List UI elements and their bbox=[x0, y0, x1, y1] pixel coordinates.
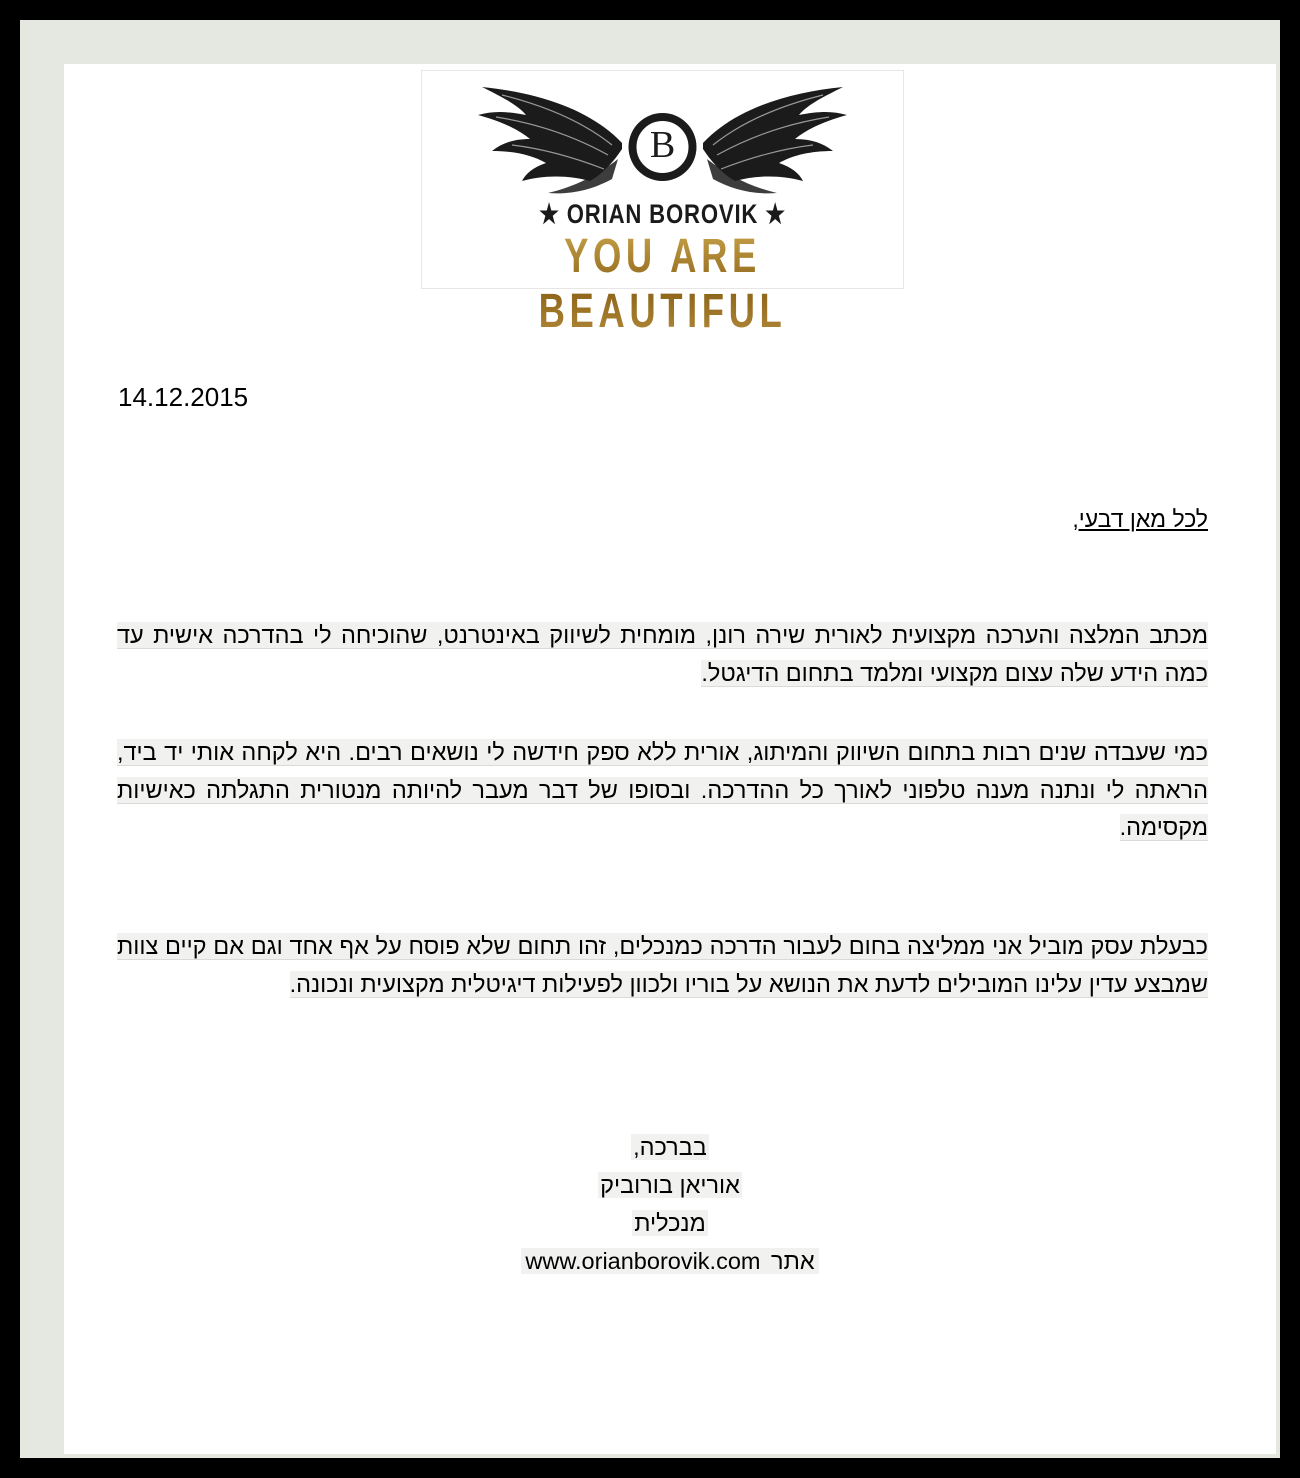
signature-website bbox=[521, 1248, 818, 1274]
website-link[interactable]: www.orianborovik.com bbox=[525, 1248, 761, 1274]
signature-block bbox=[64, 1128, 1276, 1280]
letter-paragraph bbox=[117, 617, 1208, 692]
signature-name: אוריאן בורוביק bbox=[600, 1172, 740, 1198]
logo-initial: B bbox=[649, 124, 676, 166]
brand-logo bbox=[421, 70, 904, 338]
website-label: אתר bbox=[771, 1248, 815, 1274]
logo-brand-name: ★ ORIAN BOROVIK ★ bbox=[539, 199, 786, 229]
letter-salutation: לכל מאן דבעי, bbox=[1072, 506, 1208, 532]
paragraph-text: כמי שעבדה שנים רבות בתחום השיווק והמיתוג, אורית ללא ספק חידשה לי נושאים רבים. היא לקחה אותי יד ביד, הראתה לי ונתנה מענה טלפוני לאורך כל ההדרכה. ובסופו של דבר מעבר להיותה מנטורית התגלתה כאישיות מקסימה. bbox=[117, 739, 1208, 840]
signature-title: מנכלית bbox=[634, 1210, 706, 1236]
paragraph-text: כבעלת עסק מוביל אני ממליצה בחום לעבור הדרכה כמנכלים, זהו תחום שלא פוסח על אף אחד וגם אם קיים צוות שמבצע עדין עלינו המובילים לדעת את הנושא על בוריו ולכוון לפעילות דיגיטלית מקצועית ונכונה. bbox=[117, 933, 1208, 997]
letter-paragraph bbox=[117, 734, 1208, 847]
signature-closing: בברכה, bbox=[633, 1134, 707, 1160]
outer-frame bbox=[20, 20, 1280, 1458]
paragraph-text: מכתב המלצה והערכה מקצועית לאורית שירה רונן, מומחית לשיווק באינטרנט, שהוכיחה לי בהדרכה אישית עד כמה הידע שלה עצום מקצועי ומלמד בתחום הדיגטל. bbox=[117, 622, 1208, 686]
letter-date: 14.12.2015 bbox=[118, 382, 249, 412]
letter-page bbox=[64, 64, 1276, 1454]
logo-tagline: YOU ARE BEAUTIFUL bbox=[480, 229, 846, 339]
letter-paragraph bbox=[117, 928, 1208, 1003]
